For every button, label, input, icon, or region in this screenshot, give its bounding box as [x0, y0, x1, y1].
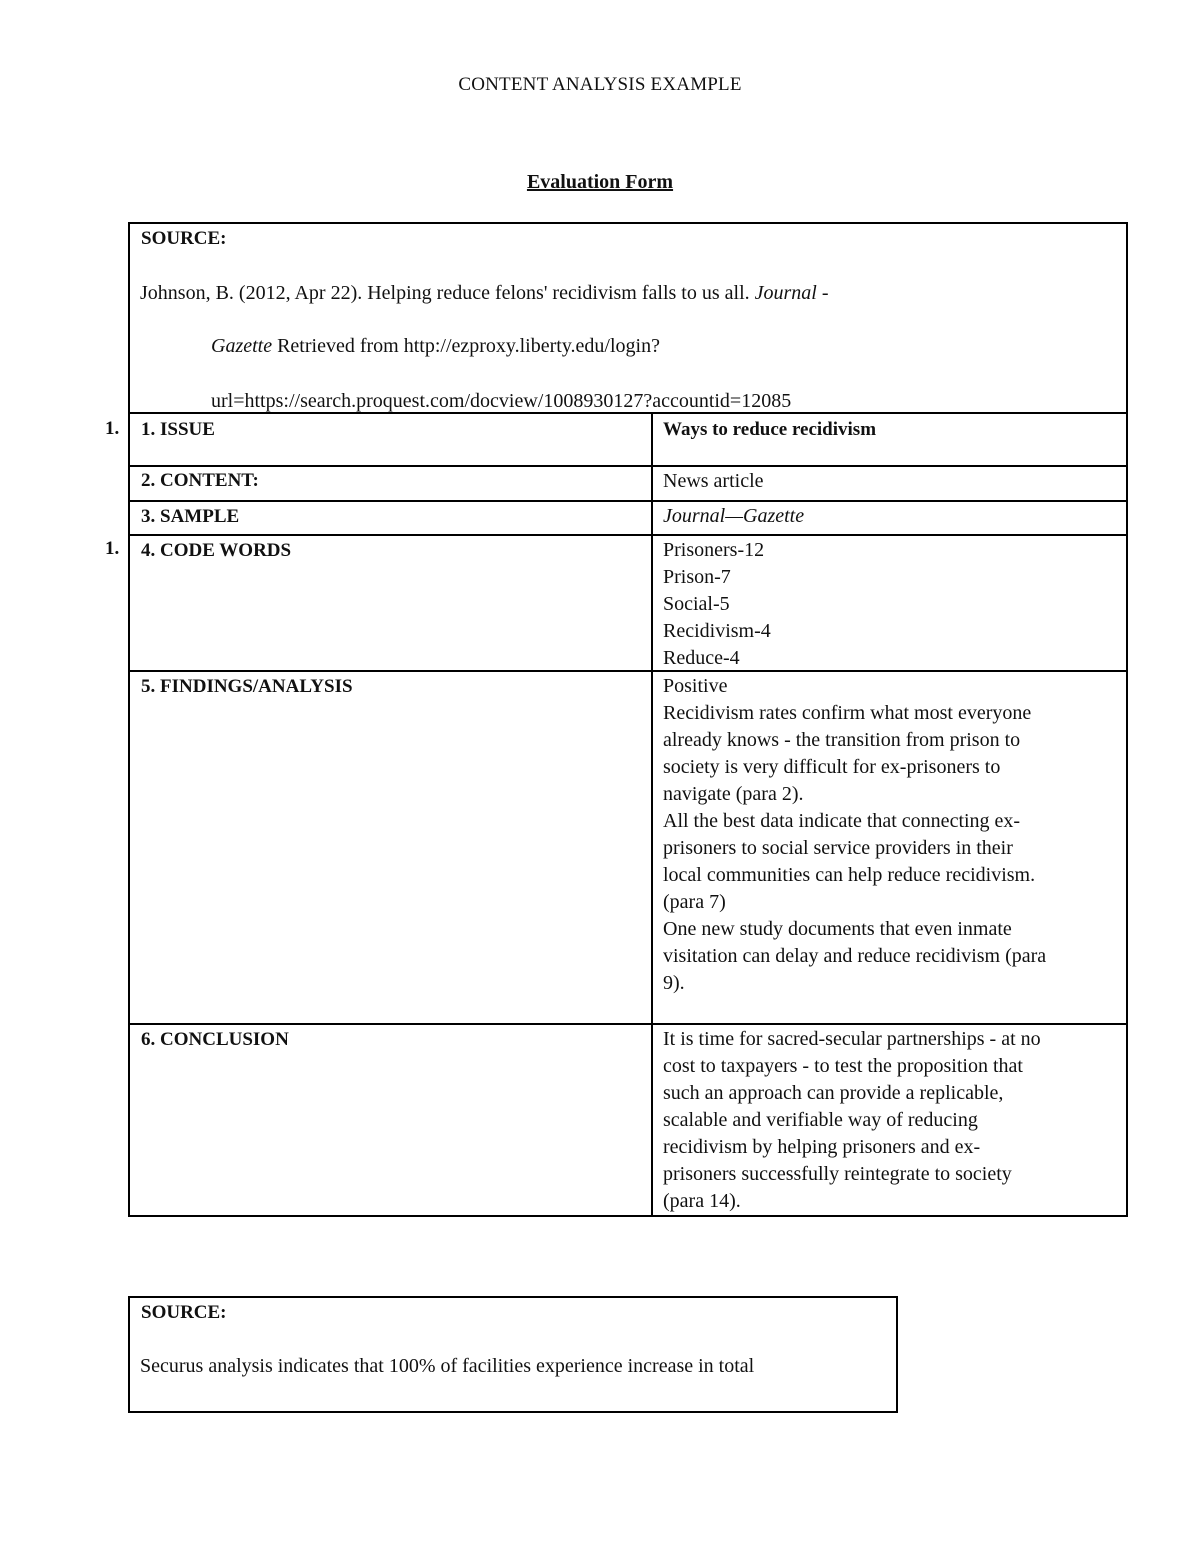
row-divider — [128, 465, 1128, 467]
row-divider — [128, 534, 1128, 536]
citation-retrieved: Retrieved from http://ezproxy.liberty.edu/login? — [272, 335, 660, 357]
issue-value: Ways to reduce recidivism — [663, 419, 877, 440]
second-source-text: Securus analysis indicates that 100% of facilities experience increase in total — [140, 1355, 755, 1377]
conclusion-line: recidivism by helping prisoners and ex- — [663, 1136, 981, 1158]
findings-line: society is very difficult for ex-prisoners to — [663, 756, 1001, 778]
code-words-label: 4. CODE WORDS — [141, 540, 292, 561]
findings-text — [663, 673, 1046, 997]
code-word-item: Recidivism-4 — [663, 620, 771, 642]
citation-journal: Journal — [754, 282, 817, 304]
content-label: 2. CONTENT: — [141, 470, 259, 491]
issue-label: 1. ISSUE — [141, 419, 215, 440]
findings-label: 5. FINDINGS/ANALYSIS — [141, 676, 353, 697]
code-word-item: Prisoners-12 — [663, 539, 765, 561]
column-divider — [651, 412, 653, 1217]
code-word-item: Social-5 — [663, 593, 730, 615]
source-citation — [140, 281, 829, 305]
conclusion-line: scalable and verifiable way of reducing — [663, 1109, 978, 1131]
conclusion-line: such an approach can provide a replicable, — [663, 1082, 1004, 1104]
conclusion-line: cost to taxpayers - to test the proposition that — [663, 1055, 1023, 1077]
code-word-item: Reduce-4 — [663, 647, 740, 669]
findings-line: Recidivism rates confirm what most everyone — [663, 702, 1032, 724]
sample-label: 3. SAMPLE — [141, 506, 240, 527]
form-title: Evaluation Form — [526, 171, 674, 193]
findings-line: already knows - the transition from prison to — [663, 729, 1021, 751]
findings-line: One new study documents that even inmate — [663, 918, 1012, 940]
findings-line: 9). — [663, 972, 685, 994]
findings-line: prisoners to social service providers in their — [663, 837, 1013, 859]
list-marker: 1. — [105, 538, 120, 559]
citation-dash: - — [816, 282, 829, 304]
conclusion-line: (para 14). — [663, 1190, 741, 1212]
row-divider — [128, 500, 1128, 502]
source-url: url=https://search.proquest.com/docview/1008930127?accountid=12085 — [211, 390, 792, 412]
list-marker: 1. — [105, 418, 120, 439]
citation-journal-cont: Gazette — [211, 335, 273, 357]
findings-line: visitation can delay and reduce recidivism (para — [663, 945, 1047, 967]
findings-line: navigate (para 2). — [663, 783, 804, 805]
sample-value: Journal—Gazette — [663, 505, 805, 527]
conclusion-text — [663, 1026, 1041, 1215]
source-citation-cont — [211, 334, 660, 358]
row-divider — [128, 670, 1128, 672]
findings-line: All the best data indicate that connecting ex- — [663, 810, 1021, 832]
content-value: News article — [663, 470, 764, 492]
code-words-list — [663, 537, 771, 672]
page-title: CONTENT ANALYSIS EXAMPLE — [458, 74, 742, 95]
row-divider — [128, 1023, 1128, 1025]
conclusion-label: 6. CONCLUSION — [141, 1029, 289, 1050]
second-source-label: SOURCE: — [141, 1302, 227, 1323]
code-word-item: Prison-7 — [663, 566, 731, 588]
conclusion-line: It is time for sacred-secular partnerships - at no — [663, 1028, 1041, 1050]
source-label: SOURCE: — [141, 228, 227, 249]
citation-text: Johnson, B. (2012, Apr 22). Helping reduce felons' recidivism falls to us all. — [140, 282, 755, 304]
conclusion-line: prisoners successfully reintegrate to society — [663, 1163, 1012, 1185]
findings-line: local communities can help reduce recidivism. — [663, 864, 1036, 886]
findings-line: (para 7) — [663, 891, 726, 913]
findings-line: Positive — [663, 675, 728, 697]
